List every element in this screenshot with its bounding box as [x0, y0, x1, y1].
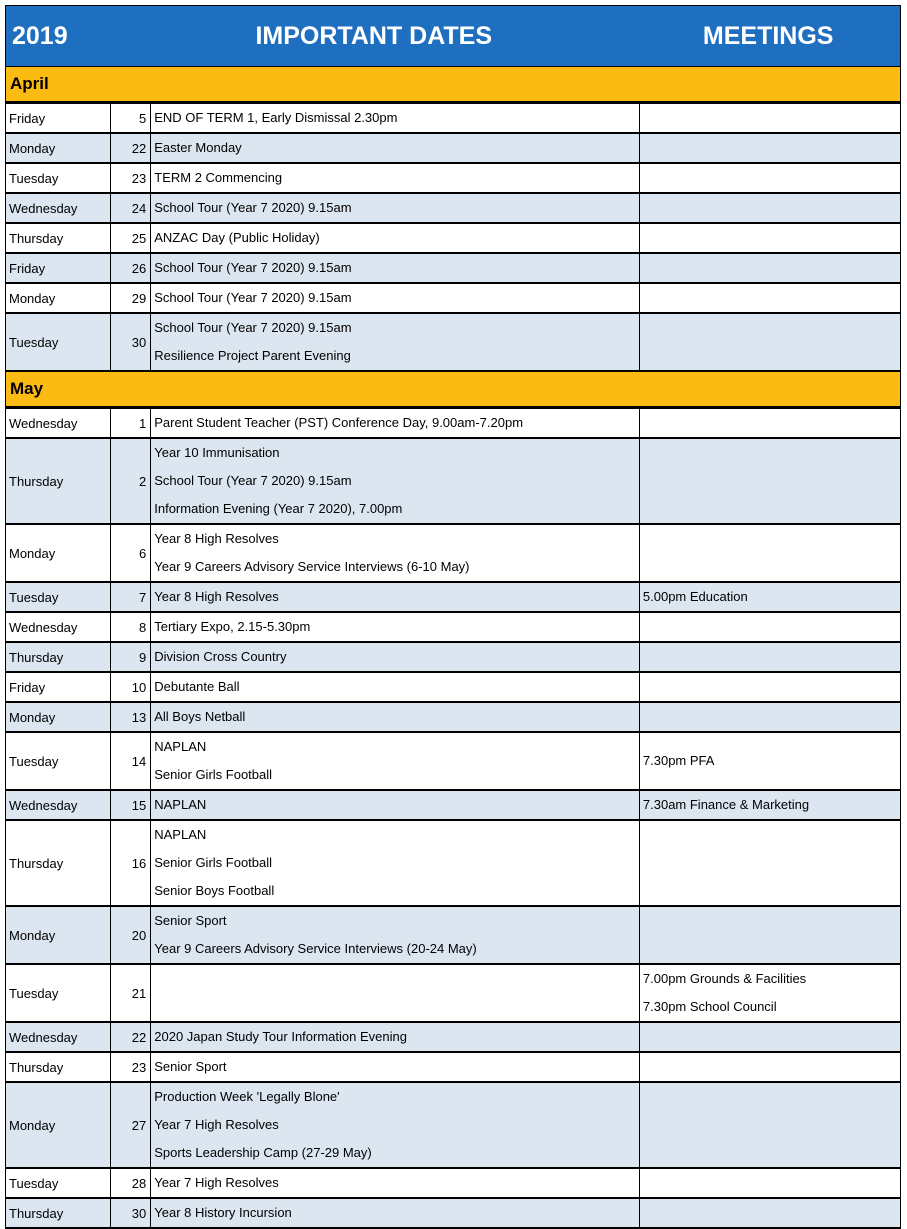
meetings-cell [639, 964, 900, 1022]
date-cell: 21 [110, 964, 151, 1022]
date-cell: 22 [110, 133, 151, 163]
day-cell: Friday [6, 672, 111, 702]
event-line: Division Cross Country [154, 649, 287, 664]
meetings-cell [639, 642, 900, 672]
events-cell [151, 193, 640, 223]
day-cell: Wednesday [6, 790, 111, 820]
table-row [6, 732, 901, 790]
events-cell [151, 642, 640, 672]
day-cell: Monday [6, 133, 111, 163]
event-line: Senior Girls Football [154, 767, 273, 782]
events-cell [151, 133, 640, 163]
event-line: Tertiary Expo, 2.15-5.30pm [154, 619, 311, 634]
events-cell [151, 906, 640, 964]
date-cell: 27 [110, 1082, 151, 1168]
events-cell [151, 732, 640, 790]
date-cell: 23 [110, 163, 151, 193]
day-cell: Wednesday [6, 612, 111, 642]
day-cell: Friday [6, 104, 111, 134]
date-cell: 25 [110, 223, 151, 253]
events-cell [151, 104, 640, 134]
date-cell: 15 [110, 790, 151, 820]
events-cell [151, 313, 640, 371]
table-row [6, 1198, 901, 1228]
table-row [6, 1022, 901, 1052]
day-cell: Thursday [6, 1052, 111, 1082]
events-cell [151, 163, 640, 193]
events-cell [151, 223, 640, 253]
event-line: Year 7 High Resolves [154, 1175, 279, 1190]
meetings-cell [639, 163, 900, 193]
event-line: School Tour (Year 7 2020) 9.15am [154, 260, 352, 275]
event-line: NAPLAN [154, 827, 207, 842]
event-line: Year 10 Immunisation [154, 445, 280, 460]
event-line: Year 8 High Resolves [154, 589, 279, 604]
date-cell: 30 [110, 313, 151, 371]
event-line: Year 8 History Incursion [154, 1205, 292, 1220]
header-bar [5, 5, 901, 67]
meetings-cell [639, 1052, 900, 1082]
day-cell: Wednesday [6, 409, 111, 439]
events-cell [151, 1022, 640, 1052]
table-row [6, 253, 901, 283]
table-row [6, 283, 901, 313]
table-row [6, 313, 901, 371]
month-table [5, 103, 901, 372]
events-cell [151, 672, 640, 702]
date-cell: 26 [110, 253, 151, 283]
events-cell [151, 253, 640, 283]
day-cell: Monday [6, 524, 111, 582]
important-dates-title: IMPORTANT DATES [255, 21, 493, 50]
table-row [6, 642, 901, 672]
date-cell: 9 [110, 642, 151, 672]
day-cell: Tuesday [6, 313, 111, 371]
events-cell [151, 1082, 640, 1168]
year-label: 2019 [12, 21, 68, 50]
event-line: END OF TERM 1, Early Dismissal 2.30pm [154, 110, 398, 125]
meetings-cell [639, 702, 900, 732]
meeting-line: 7.30pm School Council [642, 999, 777, 1014]
important-dates-sheet [5, 5, 901, 1229]
event-line: NAPLAN [154, 797, 207, 812]
date-cell: 22 [110, 1022, 151, 1052]
event-line: School Tour (Year 7 2020) 9.15am [154, 320, 352, 335]
event-line: Debutante Ball [154, 679, 240, 694]
date-cell: 23 [110, 1052, 151, 1082]
meetings-cell [639, 104, 900, 134]
day-cell: Tuesday [6, 1168, 111, 1198]
table-row [6, 133, 901, 163]
day-cell: Friday [6, 253, 111, 283]
event-line: Parent Student Teacher (PST) Conference Day, 9.00am-7.20pm [154, 415, 524, 430]
month-header-april: April [5, 67, 901, 103]
meetings-cell [639, 193, 900, 223]
months-container [5, 67, 901, 1229]
events-cell [151, 964, 640, 1022]
event-line: NAPLAN [154, 739, 207, 754]
table-row [6, 1168, 901, 1198]
day-cell: Wednesday [6, 1022, 111, 1052]
meeting-line: 7.30am Finance & Marketing [642, 797, 810, 812]
event-line: TERM 2 Commencing [154, 170, 283, 185]
day-cell: Monday [6, 906, 111, 964]
event-line: Year 9 Careers Advisory Service Interviews (20-24 May) [154, 941, 477, 956]
meetings-cell [639, 1198, 900, 1228]
table-row [6, 223, 901, 253]
meetings-cell [639, 524, 900, 582]
meeting-line: 7.00pm Grounds & Facilities [642, 971, 807, 986]
date-cell: 10 [110, 672, 151, 702]
event-line: Sports Leadership Camp (27-29 May) [154, 1145, 372, 1160]
events-cell [151, 438, 640, 524]
events-cell [151, 1198, 640, 1228]
date-cell: 30 [110, 1198, 151, 1228]
events-cell [151, 612, 640, 642]
events-cell [151, 1168, 640, 1198]
table-row [6, 193, 901, 223]
event-line: Senior Sport [154, 913, 227, 928]
date-cell: 29 [110, 283, 151, 313]
table-row [6, 906, 901, 964]
day-cell: Thursday [6, 642, 111, 672]
table-row [6, 964, 901, 1022]
day-cell: Thursday [6, 820, 111, 906]
date-cell: 20 [110, 906, 151, 964]
events-cell [151, 283, 640, 313]
date-cell: 28 [110, 1168, 151, 1198]
meetings-cell [639, 1082, 900, 1168]
event-line: Senior Boys Football [154, 883, 275, 898]
day-cell: Tuesday [6, 163, 111, 193]
table-row [6, 702, 901, 732]
meetings-cell [639, 790, 900, 820]
event-line: Production Week 'Legally Blone' [154, 1089, 340, 1104]
table-row [6, 582, 901, 612]
meetings-cell [639, 283, 900, 313]
meeting-line: 5.00pm Education [642, 589, 748, 604]
table-row [6, 104, 901, 134]
events-cell [151, 1052, 640, 1082]
events-cell [151, 409, 640, 439]
events-cell [151, 702, 640, 732]
event-line: Easter Monday [154, 140, 242, 155]
meetings-cell [639, 672, 900, 702]
event-line: Senior Girls Football [154, 855, 273, 870]
date-cell: 24 [110, 193, 151, 223]
table-row [6, 1052, 901, 1082]
day-cell: Thursday [6, 223, 111, 253]
table-row [6, 672, 901, 702]
meetings-cell [639, 732, 900, 790]
meetings-cell [639, 313, 900, 371]
event-line: Senior Sport [154, 1059, 227, 1074]
day-cell: Monday [6, 1082, 111, 1168]
month-header-may: May [5, 372, 901, 408]
day-cell: Monday [6, 283, 111, 313]
date-cell: 7 [110, 582, 151, 612]
month-table [5, 408, 901, 1229]
date-cell: 16 [110, 820, 151, 906]
meetings-cell [639, 409, 900, 439]
event-line: Resilience Project Parent Evening [154, 348, 351, 363]
event-line: Year 9 Careers Advisory Service Interviews (6-10 May) [154, 559, 470, 574]
day-cell: Monday [6, 702, 111, 732]
meetings-cell [639, 1168, 900, 1198]
meetings-cell [639, 253, 900, 283]
day-cell: Tuesday [6, 582, 111, 612]
day-cell: Tuesday [6, 964, 111, 1022]
day-cell: Tuesday [6, 732, 111, 790]
events-cell [151, 582, 640, 612]
date-cell: 6 [110, 524, 151, 582]
event-line: Information Evening (Year 7 2020), 7.00pm [154, 501, 403, 516]
date-cell: 13 [110, 702, 151, 732]
date-cell: 5 [110, 104, 151, 134]
day-cell: Wednesday [6, 193, 111, 223]
date-cell: 2 [110, 438, 151, 524]
table-row [6, 163, 901, 193]
day-cell: Thursday [6, 438, 111, 524]
events-cell [151, 524, 640, 582]
event-line: Year 8 High Resolves [154, 531, 279, 546]
meetings-cell [639, 820, 900, 906]
table-row [6, 1082, 901, 1168]
table-row [6, 438, 901, 524]
table-row [6, 612, 901, 642]
events-cell [151, 790, 640, 820]
date-cell: 14 [110, 732, 151, 790]
meetings-cell [639, 438, 900, 524]
event-line: School Tour (Year 7 2020) 9.15am [154, 200, 352, 215]
event-line: Year 7 High Resolves [154, 1117, 279, 1132]
meetings-cell [639, 223, 900, 253]
meetings-title: MEETINGS [702, 21, 834, 50]
table-row [6, 409, 901, 439]
event-line: ANZAC Day (Public Holiday) [154, 230, 320, 245]
day-cell: Thursday [6, 1198, 111, 1228]
table-row [6, 820, 901, 906]
date-cell: 1 [110, 409, 151, 439]
meetings-cell [639, 582, 900, 612]
event-line: All Boys Netball [154, 709, 246, 724]
event-line: 2020 Japan Study Tour Information Evening [154, 1029, 407, 1044]
meetings-cell [639, 1022, 900, 1052]
meetings-cell [639, 906, 900, 964]
meetings-cell [639, 612, 900, 642]
event-line: School Tour (Year 7 2020) 9.15am [154, 473, 352, 488]
date-cell: 8 [110, 612, 151, 642]
table-row [6, 524, 901, 582]
table-row [6, 790, 901, 820]
event-line: School Tour (Year 7 2020) 9.15am [154, 290, 352, 305]
meetings-cell [639, 133, 900, 163]
events-cell [151, 820, 640, 906]
meeting-line: 7.30pm PFA [642, 753, 715, 768]
